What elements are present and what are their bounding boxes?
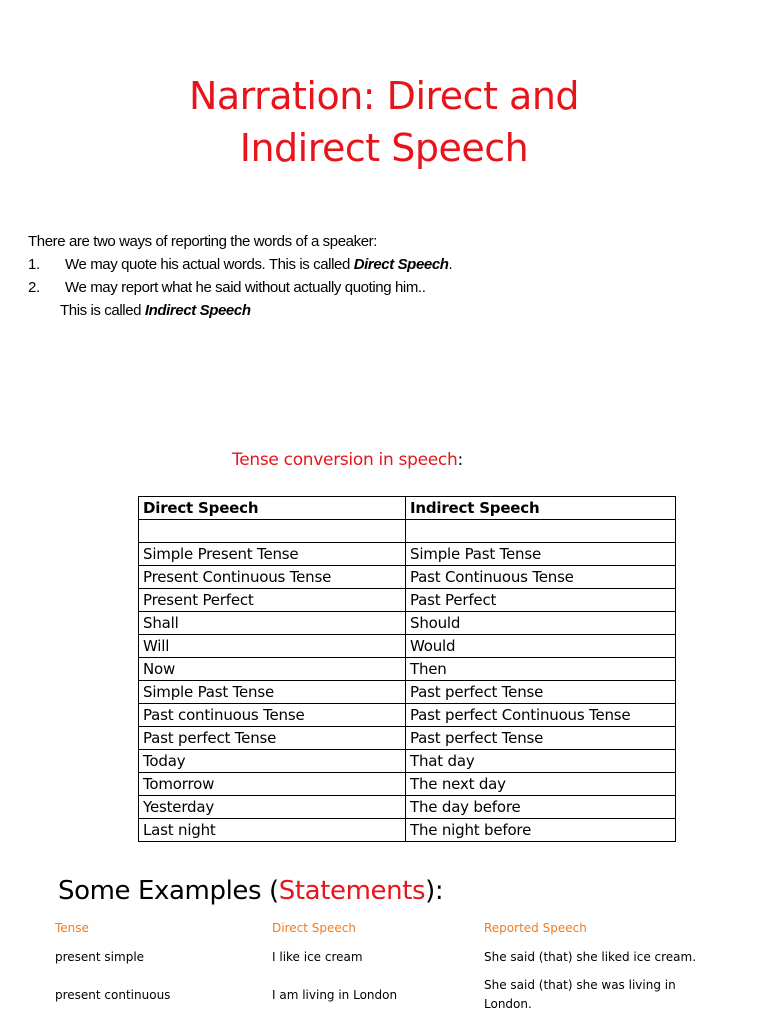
item-emphasis: Direct Speech [353,256,449,273]
intro-lead: There are two ways of reporting the words of a speaker: [28,233,378,250]
header-indirect-speech: Indirect Speech [406,497,676,520]
continuation-emphasis: Indirect Speech [144,302,251,319]
table-row [139,727,676,750]
direct-speech-cell: Simple Past Tense [139,681,406,704]
examples-col-reported: Reported Speech [484,921,587,935]
title-line-2: Indirect Speech [239,126,529,170]
examples-heading-post: ): [425,876,444,906]
examples-col-direct: Direct Speech [272,921,356,935]
examples-heading-pre: Some Examples ( [58,876,279,906]
item-text: We may report what he said without actually quoting him. [65,279,422,296]
direct-speech-cell: Tomorrow [139,773,406,796]
indirect-speech-cell: The next day [406,773,676,796]
tense-heading-text: Tense conversion in speech [232,450,458,470]
table-row [139,635,676,658]
direct-speech-cell: Present Continuous Tense [139,566,406,589]
examples-col-tense: Tense [55,921,89,935]
indirect-speech-cell [406,520,676,543]
item-number: 2. [28,279,40,296]
direct-speech-cell: Shall [139,612,406,635]
indirect-speech-cell: Past perfect Continuous Tense [406,704,676,727]
indirect-speech-cell: Past perfect Tense [406,681,676,704]
intro-item-2-continued [28,299,748,322]
item-text: We may quote his actual words. This is called [65,256,354,273]
indirect-speech-cell: Should [406,612,676,635]
indirect-speech-cell: The night before [406,819,676,842]
example-1-tense: present simple [55,950,145,964]
example-1-reported: She said (that) she liked ice cream. [484,950,697,964]
table-row [139,658,676,681]
direct-speech-cell: Present Perfect [139,589,406,612]
indirect-speech-cell: Past Perfect [406,589,676,612]
item-number: 1. [28,256,40,273]
table-row [139,796,676,819]
direct-speech-cell: Simple Present Tense [139,543,406,566]
direct-speech-cell [139,520,406,543]
intro-item-1 [28,253,748,276]
tense-heading-colon: : [457,450,463,470]
direct-speech-cell: Past perfect Tense [139,727,406,750]
example-2-tense: present continuous [55,988,171,1002]
table-row [139,520,676,543]
direct-speech-cell: Past continuous Tense [139,704,406,727]
indirect-speech-cell: Then [406,658,676,681]
direct-speech-cell: Will [139,635,406,658]
table-row [139,612,676,635]
tense-conversion-table [138,496,676,842]
table-row [139,566,676,589]
example-2-direct: I am living in London [272,988,398,1002]
examples-heading-accent: Statements [278,876,426,906]
continuation-text: This is called [60,302,145,319]
direct-speech-cell: Last night [139,819,406,842]
item-tail: . [448,256,453,273]
page-title [0,70,768,174]
direct-speech-cell: Yesterday [139,796,406,819]
indirect-speech-cell: Would [406,635,676,658]
title-line-1: Narration: Direct and [188,74,580,118]
item-tail: . [421,279,426,296]
indirect-speech-cell: Past Continuous Tense [406,566,676,589]
direct-speech-cell: Now [139,658,406,681]
indirect-speech-cell: Simple Past Tense [406,543,676,566]
examples-heading [58,876,443,906]
table-row [139,681,676,704]
example-2-reported: She said (that) she was living in London. [484,978,676,1011]
table-row [139,543,676,566]
indirect-speech-cell: That day [406,750,676,773]
table-row [139,589,676,612]
intro-item-2 [28,276,748,299]
direct-speech-cell: Today [139,750,406,773]
table-row [139,704,676,727]
indirect-speech-cell: Past perfect Tense [406,727,676,750]
table-row [139,773,676,796]
table-row [139,750,676,773]
indirect-speech-cell: The day before [406,796,676,819]
tense-conversion-heading [232,450,463,470]
table-row [139,819,676,842]
example-1-direct: I like ice cream [272,950,363,964]
table-header-row [139,497,676,520]
header-direct-speech: Direct Speech [139,497,406,520]
intro-section [28,230,748,322]
